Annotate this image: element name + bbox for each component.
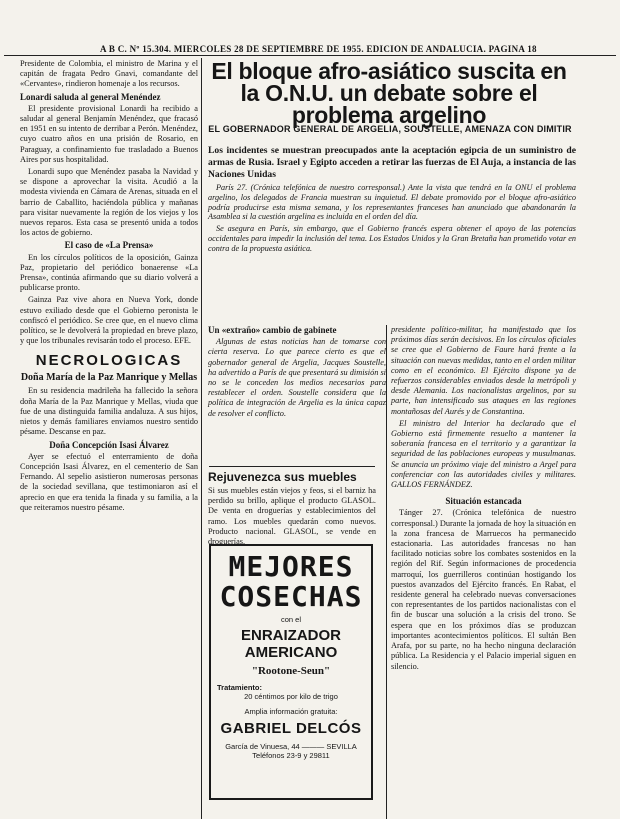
dateline-block — [208, 183, 576, 323]
main-subheadline: EL GOBERNADOR GENERAL DE ARGELIA, SOUSTELLE, AMENAZA CON DIMITIR — [208, 124, 572, 134]
main-lead: Los incidentes se muestran preocupados ante la aceptación egipcia de un suministro de armas de Rusia. Israel y Egipto acceden a retirar las fuerzas de El Auja, a instancia de las Naciones Unidas — [208, 145, 576, 180]
situation-heading: Situación estancada — [445, 496, 522, 507]
ad-product-line-2: AMERICANO — [244, 644, 338, 661]
ad-info-label: Amplia información gratuita: — [244, 707, 338, 716]
obituary-title-1: Doña María de la Paz Manrique y Mellas — [20, 372, 198, 384]
main-headline: El bloque afro-asiático suscita en la O.N.U. un debate sobre el problema argelino — [211, 58, 567, 128]
header-rule — [4, 55, 616, 56]
column-divider — [201, 58, 202, 819]
second-paragraph: Se asegura en París, sin embargo, que el Gobierno francés espera obtener el apoyo de las potencias occidentales para impedir la inclusión del tema. Los Estados Unidos y la Gran Bretaña han prometido votar en contra de la propuesta asiática. — [208, 224, 576, 253]
dateline-paragraph: París 27. (Crónica telefónica de nuestro corresponsal.) Ante la vista que tendrá en la ONU el problema argelino, los delegados de Francia muestran su inquietud. El debate promovido por el bloque afro-asiático podría producirse esta misma semana, y los representantes franceses han anunciado que abandonarán la Asamblea si la cuestión argelina es incluida en el orden del día. — [208, 183, 576, 222]
furniture-heading: Rejuvenezca sus muebles — [208, 470, 357, 484]
right-column-text-1: presidente político-militar, ha manifestado que los próximos días serán decisivos. En los círculos oficiales se cree que el Gobierno de Faure hará frente a la situación con nuevas medidas, tanto en el orden militar como en el económico. El Ejército dispone ya de refuerzos considerables enviados desde la metrópoli y desde Alemania. Los nacionalistas argelinos, por su parte, han intensificado sus ataques en las regiones montañosas del Aurés y de Constantina. — [391, 325, 576, 416]
section-title-la-prensa: El caso de «La Prensa» — [64, 240, 154, 251]
cabinet-text: Algunas de estas noticias han de tomarse con cierta reserva. Lo que parece cierto es que el gobernador general de Argelia, Jacques Soustelle, ha advertido a París de que presentará su dimisión si no se le conceden los medios necesarios para restablecer el orden. Soustelle considera que la política de integración de Argelia es la única capaz de resolver el conflicto. — [208, 337, 386, 418]
lonardi-paragraph-2: Lonardi supo que Menéndez pasaba la Navidad y se dispone a aprovechar la visita. Acudió a la modesta vivienda en Cámara de Arenas, situada en el barrio de Caballito, haciéndola pública y mañanas para visitar nuevamente la región de los viejos y los nuevos reparos. Esta casa se presentó unida a todos los actos de gobierno. — [20, 167, 198, 238]
ad-connector: con el — [280, 615, 301, 624]
ad-product-line-1: ENRAIZADOR — [241, 627, 341, 644]
ad-line-cosechas: COSECHAS — [219, 580, 363, 613]
left-column — [20, 59, 198, 819]
situation-text: Tánger 27. (Crónica telefónica de nuestro corresponsal.) Durante la jornada de hoy la situación en la zona francesa de Marruecos ha permanecido estacionaria. Las autoridades francesas no han facilitado noticias sobre los combates sostenidos en la región del Rif. Según informaciones de procedencia marroquí, los guerrilleros continúan hostigando los puestos avanzados del Ejército francés. En Rabat, el residente general ha celebrado nuevas conversaciones con representantes de los partidos nacionalistas con el fin de buscar una solución a la crisis del trono. Se espera que en los próximos días se produzcan importantes acontecimientos políticos. El sultán Ben Arafa, por su parte, no ha hecho ninguna declaración pública. La Residencia y el Palacio imperial siguen en silencio. — [391, 508, 576, 671]
prensa-paragraph-1: En los círculos políticos de la oposición, Gainza Paz, propietario del periódico bonaerense «La Prensa», continúa afirmando que su diario volverá a publicarse pronto. — [20, 252, 198, 293]
right-column-divider — [386, 325, 387, 819]
ad-address: García de Vinuesa, 44 ——— SEVILLA — [225, 742, 357, 751]
right-column-text-2: El ministro del Interior ha declarado que el Gobierno está firmemente resuelto a mantener la soberanía francesa en el territorio y a garantizar la seguridad de las poblaciones europeas y musulmanas. Se anuncia un próximo viaje del ministro a Argel para conferenciar con las autoridades civiles y militares. GALLOS FERNÁNDEZ. — [391, 418, 576, 490]
obituary-text-1: En su residencia madrileña ha fallecido la señora doña María de la Paz Manrique y Mellas, viuda que fue de una distinguida familia andaluza. A sus hijos, nietos y demás familiares enviamos nuestro sentido pésame. Descanse en paz. — [20, 386, 198, 437]
furniture-text: Si sus muebles están viejos y feos, si el barniz ha perdido su brillo, aplique el producto GLASOL. De venta en droguerías y establecimientos del ramo. Los muebles quedarán como nuevos. Producto nacional. GLASOL, se vende en droguerías. — [208, 486, 376, 547]
obituary-text-2: Ayer se efectuó el enterramiento de doña Concepción Isasi Álvarez, en el cementerio de San Fernando. Al sepelio asistieron numerosas personas de la sociedad sevillana, que testimoniaron así el aprecio en que era tenida la finada y su familia, a la que reiteramos nuestro pésame. — [20, 451, 198, 512]
ad-company: GABRIEL DELCÓS — [220, 720, 362, 737]
middle-column — [208, 325, 386, 465]
ad-brand: "Rootone-Seun" — [251, 665, 331, 677]
cabinet-heading: Un «extraño» cambio de gabinete — [208, 325, 337, 335]
advertisement-box — [209, 544, 373, 800]
prensa-paragraph-2: Gainza Paz vive ahora en Nueva York, donde estuvo exiliado desde que el Gobierno peronista le confiscó el periódico. Se cree que, en el nuevo clima político, se le devolverá la propiedad en breve plazo, y que los tribunales revisarán todo el proceso. EFE. — [20, 295, 198, 346]
obituaries-heading: NECROLOGICAS — [35, 352, 183, 370]
ad-line-mejores: MEJORES — [228, 550, 354, 583]
ad-phone: Teléfonos 23-9 y 29811 — [252, 751, 330, 760]
right-column — [391, 325, 576, 819]
furniture-notice — [208, 470, 376, 547]
lonardi-paragraph-1: El presidente provisional Lonardi ha recibido a saludar al general Benjamín Menéndez, que fracasó en 1951 en su intento de derribar a Perón. Menéndez, cuyo cuatro años en una prisión de Rosario, en Paraguay, a confinamiento fue trasladado a Buenos Aires por sus hospitalidad. — [20, 103, 198, 164]
section-title-lonardi: Lonardi saluda al general Menéndez — [20, 91, 161, 102]
furniture-top-rule — [209, 466, 375, 467]
ad-treatment-label: Tratamiento: — [217, 683, 263, 692]
page-header: A B C. Nº 15.304. MIERCOLES 28 DE SEPTIEMBRE DE 1955. EDICION DE ANDALUCIA. PAGINA 18 — [100, 44, 537, 54]
intro-paragraph: Presidente de Colombia, el ministro de Marina y el capitán de fragata Pedro Gnavi, comandante del «Cervantes», rindieron homenaje a los recursos. — [20, 59, 198, 89]
ad-treatment-text: 20 céntimos por kilo de trigo — [244, 692, 338, 701]
obituary-title-2: Doña Concepción Isasi Álvarez — [49, 439, 169, 450]
